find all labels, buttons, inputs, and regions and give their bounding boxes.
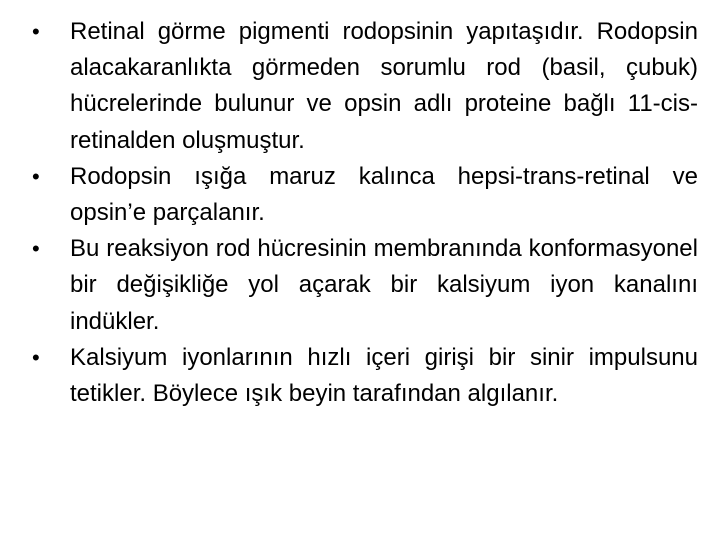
bullet-text: Rodopsin ışığa maruz kalınca hepsi-trans-retinal ve opsin’e parçalanır.	[70, 162, 698, 227]
bullet-item-light-exposure	[32, 159, 698, 231]
bullet-list	[32, 14, 698, 412]
bullet-item-nerve-impulse	[32, 340, 698, 412]
bullet-marker: •	[32, 344, 40, 370]
bullet-marker: •	[32, 163, 40, 189]
bullet-marker: •	[32, 236, 40, 262]
bullet-item-rhodopsin-structure	[32, 14, 698, 159]
bullet-item-conformational-change	[32, 231, 698, 340]
bullet-marker: •	[32, 19, 40, 44]
bullet-text: Bu reaksiyon rod hücresinin membranında konformasyonel bir değişikliğe yol açarak bir kalsiyum iyon kanalını indükler.	[70, 235, 698, 335]
bullet-text: Kalsiyum iyonlarının hızlı içeri girişi bir sinir impulsunu tetikler. Böylece ışık beyin tarafından algılanır.	[70, 343, 698, 408]
bullet-text: Retinal görme pigmenti rodopsinin yapıtaşıdır. Rodopsin alacakaranlıkta görmeden sorumlu rod (basil, çubuk) hücrelerinde bulunur ve opsin adlı proteine bağlı 11-cis-retinalden oluşmuştur.	[70, 18, 698, 154]
